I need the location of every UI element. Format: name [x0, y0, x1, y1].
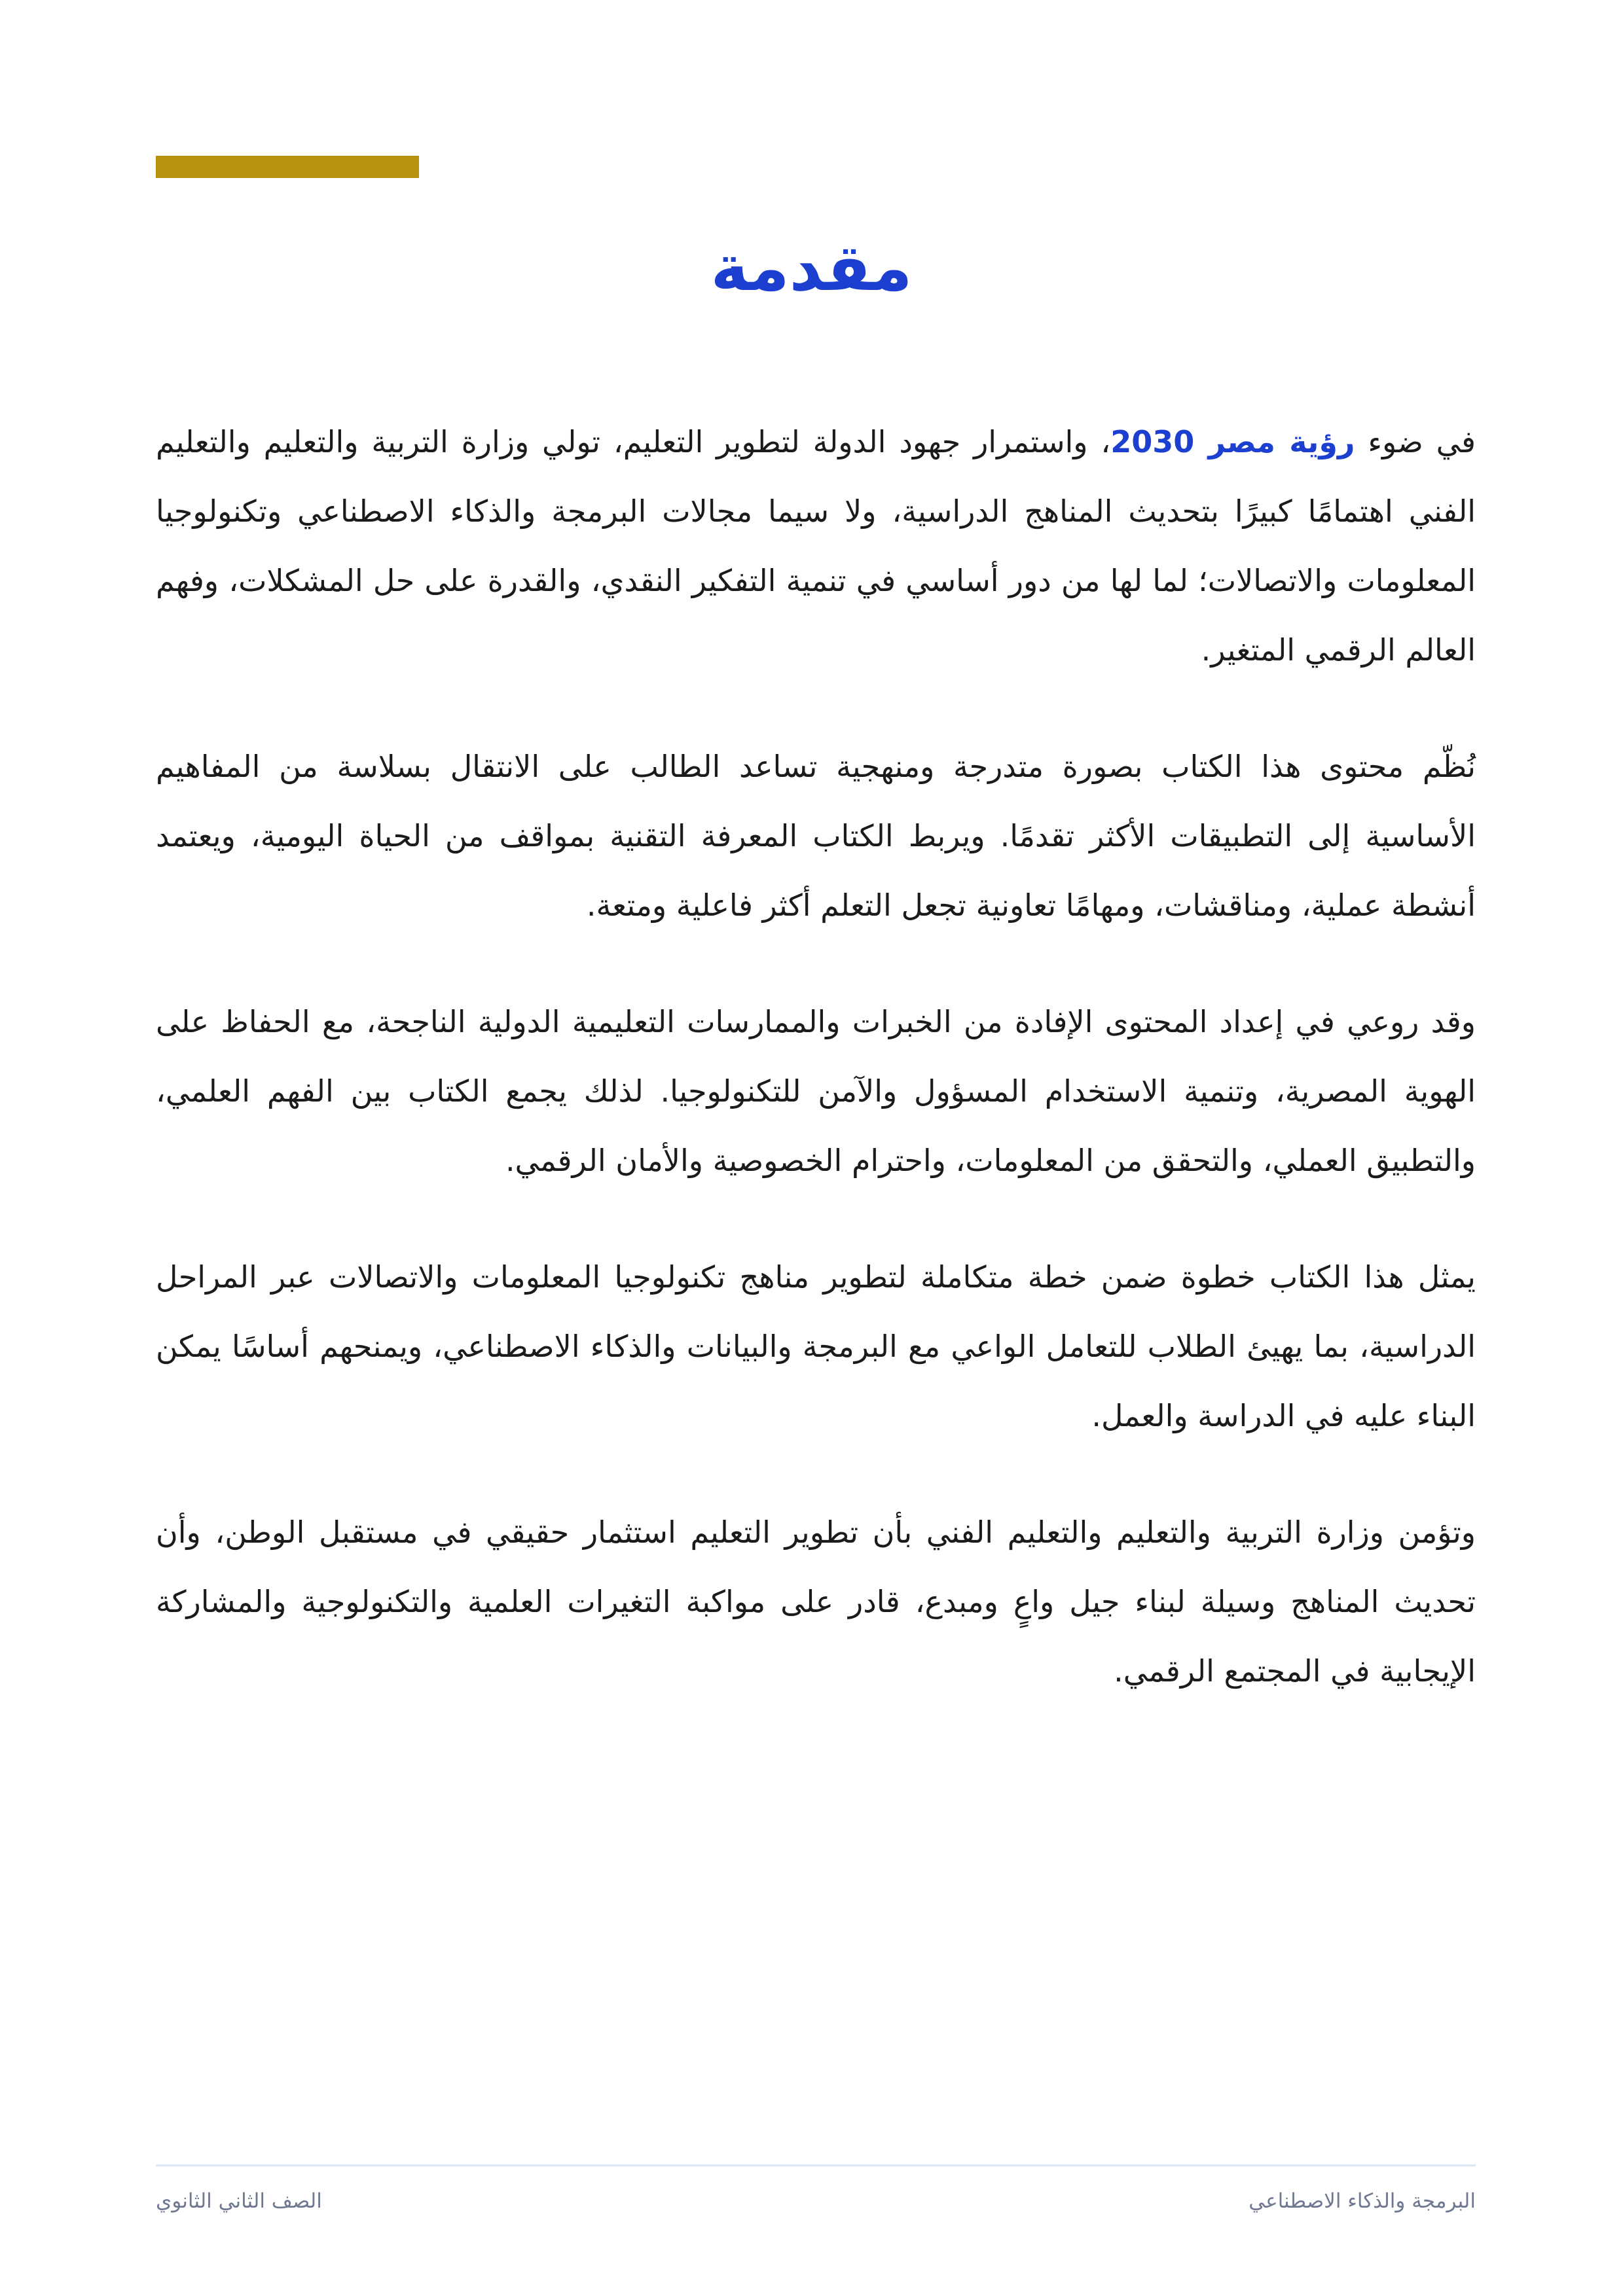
- paragraph-intro: [156, 407, 1476, 685]
- paragraph-organization: نُظّم محتوى هذا الكتاب بصورة متدرجة ومنهجية تساعد الطالب على الانتقال بسلاسة من المفاهيم الأساسية إلى التطبيقات الأكثر تقدمًا. ويربط الكتاب المعرفة التقنية بمواقف من الحياة اليومية، ويعتمد أنشطة عملية، ومناقشات، ومهامًا تعاونية تجعل التعلم أكثر فاعلية ومتعة.: [156, 749, 1476, 923]
- paragraph-investment: وتؤمن وزارة التربية والتعليم والتعليم الفني بأن تطوير التعليم استثمار حقيقي في مستقبل الوطن، وأن تحديث المناهج وسيلة لبناء جيل واعٍ ومبدع، قادر على مواكبة التغيرات العلمية والتكنولوجية والمشاركة الإيجابية في المجتمع الرقمي.: [156, 1515, 1476, 1689]
- footer-divider: [156, 2164, 1476, 2166]
- paragraph-international: وقد روعي في إعداد المحتوى الإفادة من الخبرات والممارسات التعليمية الدولية الناجحة، مع الحفاظ على الهوية المصرية، وتنمية الاستخدام المسؤول والآمن للتكنولوجيا. لذلك يجمع الكتاب بين الفهم العلمي، والتطبيق العملي، والتحقق من المعلومات، واحترام الخصوصية والأمان الرقمي.: [156, 1004, 1476, 1178]
- body-content: [156, 407, 1476, 1753]
- vision-2030-highlight: رؤية مصر 2030: [1110, 424, 1355, 459]
- footer-grade: الصف الثاني الثانوي: [156, 2189, 322, 2213]
- accent-bar: [156, 156, 419, 178]
- paragraph-intro-rest: ، واستمرار جهود الدولة لتطوير التعليم، تولي وزارة التربية والتعليم والتعليم الفني اهتمامًا كبيرًا بتحديث المناهج الدراسية، ولا سيما مجالات البرمجة والذكاء الاصطناعي وتكنولوجيا المعلومات والاتصالات؛ لما لها من دور أساسي في تنمية التفكير النقدي، والقدرة على حل المشكلات، وفهم العالم الرقمي المتغير.: [156, 424, 1476, 668]
- footer-subject: البرمجة والذكاء الاصطناعي: [1249, 2189, 1476, 2213]
- paragraph-plan: يمثل هذا الكتاب خطوة ضمن خطة متكاملة لتطوير مناهج تكنولوجيا المعلومات والاتصالات عبر المراحل الدراسية، بما يهيئ الطلاب للتعامل الواعي مع البرمجة والبيانات والذكاء الاصطناعي، ويمنحهم أساسًا يمكن البناء عليه في الدراسة والعمل.: [156, 1259, 1476, 1433]
- paragraph-intro-lead: في ضوء: [1355, 424, 1476, 459]
- page-title: مقدمة: [710, 231, 913, 306]
